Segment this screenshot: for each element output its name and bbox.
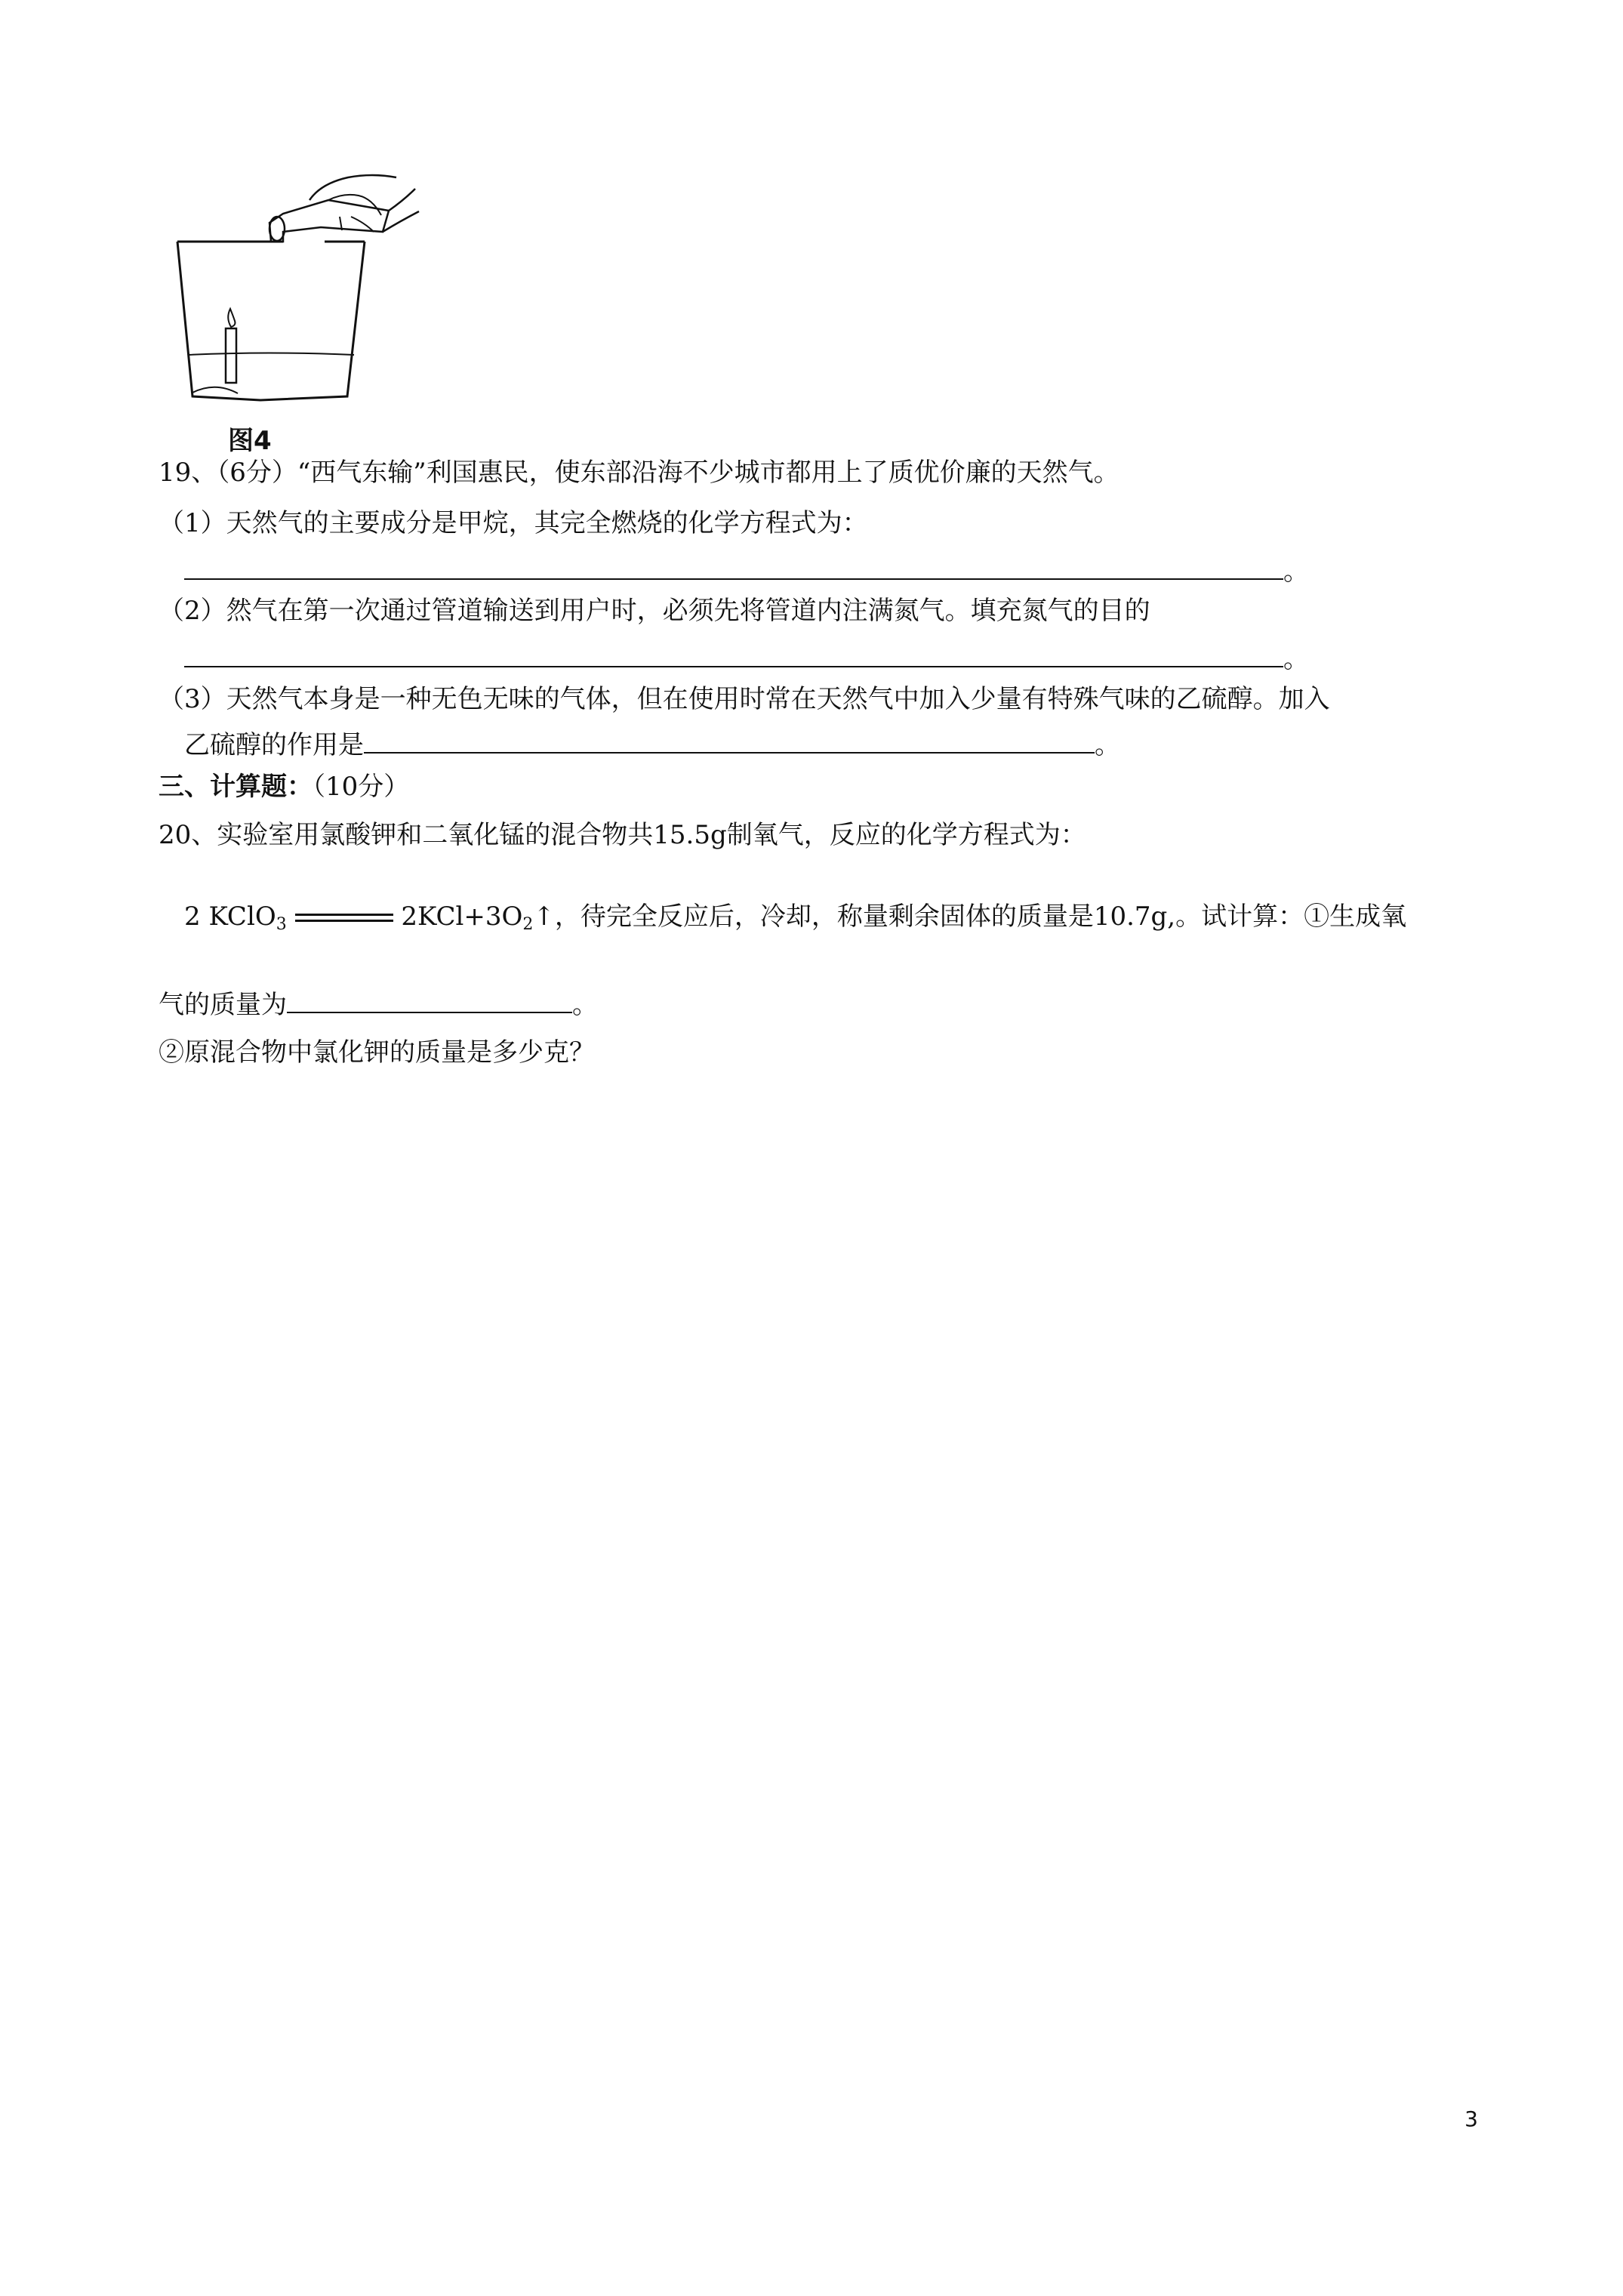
answer-blank[interactable]: [184, 553, 1283, 580]
beaker-candle-figure: [170, 170, 434, 411]
q20-line1: 20、实验室用氯酸钾和二氧化锰的混合物共15.5g制氧气，反应的化学方程式为：: [159, 820, 1086, 850]
answer-blank[interactable]: [287, 986, 572, 1013]
q19-part3-line1: （3）天然气本身是一种无色无味的气体，但在使用时常在天然气中加入少量有特殊气味的乙硫醇。加入: [159, 684, 1330, 714]
page-number: 3: [1464, 2106, 1478, 2131]
answer-blank[interactable]: [184, 640, 1283, 667]
q19-header: 19、（6分）“西气东输”利国惠民，使东部沿海不少城市都用上了质优价廉的天然气。: [159, 458, 1119, 488]
q19-part1-answer-line: 。: [184, 553, 1309, 590]
section3-heading: 三、计算题：（10分）: [159, 772, 410, 802]
q20-equation-line: 2 KClO$_3$ $2KCl+3O_2↑$，待完全反应后，冷却，称量剩余固体的质量是10.7g,。试计算：①生成氧: [184, 901, 1407, 934]
q20-line4: ②原混合物中氯化钾的质量是多少克？: [159, 1037, 595, 1068]
reaction-equals-sign: [295, 911, 393, 925]
q19-part3-line2: 乙硫醇的作用是 。: [184, 726, 1120, 763]
answer-blank[interactable]: [364, 726, 1095, 754]
q20-line3: 气的质量为 。: [159, 986, 598, 1023]
q19-part1: （1）天然气的主要成分是甲烷，其完全燃烧的化学方程式为：: [159, 508, 868, 538]
q19-part2-answer-line: 。: [184, 640, 1309, 677]
q19-part2: （2）然气在第一次通过管道输送到用户时，必须先将管道内注满氮气。填充氮气的目的: [159, 596, 1150, 626]
figure-label: 图4: [228, 426, 272, 456]
